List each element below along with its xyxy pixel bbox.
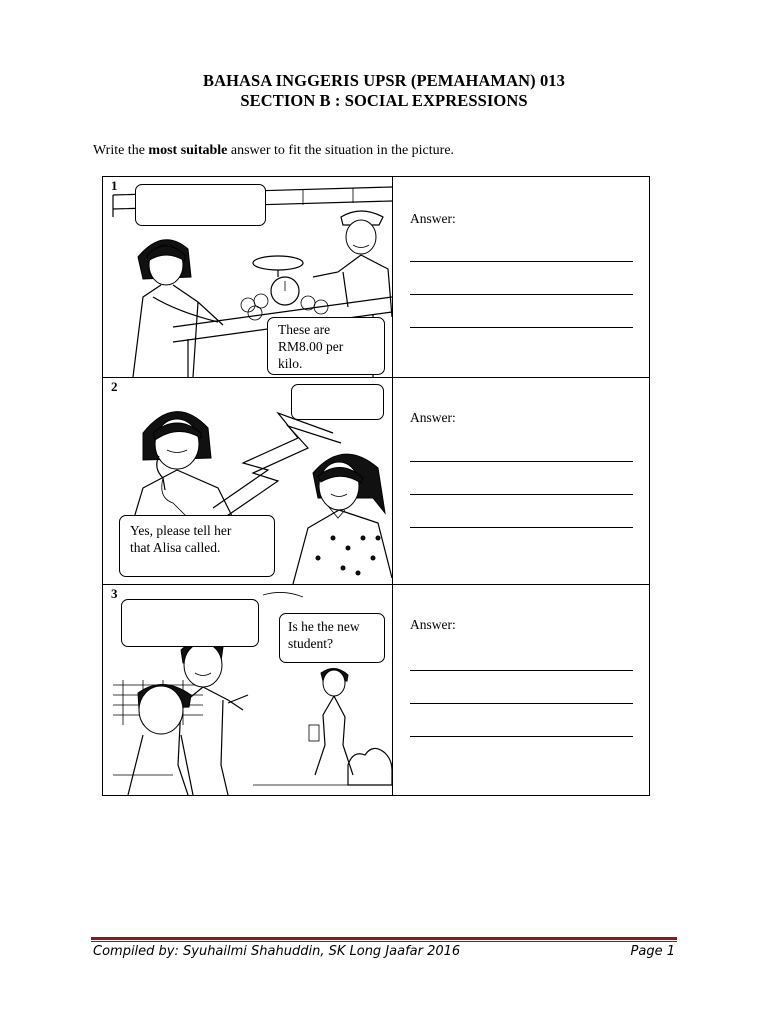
answer-cell-1 bbox=[393, 177, 649, 377]
footer-rule bbox=[91, 937, 677, 943]
page-title: BAHASA INGGERIS UPSR (PEMAHAMAN) 013 bbox=[202, 71, 566, 90]
empty-speech-bubble-3 bbox=[121, 599, 259, 647]
speech-bubble-2 bbox=[119, 515, 275, 577]
answer-line[interactable] bbox=[410, 494, 633, 495]
question-row-1 bbox=[103, 177, 649, 378]
footer-rule-thick bbox=[91, 937, 677, 940]
speech-line: student? bbox=[288, 636, 333, 651]
page-number: Page 1 bbox=[630, 944, 675, 959]
picture-cell-3 bbox=[103, 585, 393, 795]
answer-label: Answer: bbox=[410, 410, 456, 425]
answer-label: Answer: bbox=[410, 211, 456, 226]
question-number-2: 2 bbox=[111, 379, 118, 394]
footer-rule-thin bbox=[91, 941, 677, 942]
footer-credit: Compiled by: Syuhailmi Shahuddin, SK Long Jaafar 2016 bbox=[93, 944, 461, 959]
empty-speech-bubble-1 bbox=[135, 184, 266, 226]
section-title: SECTION B : SOCIAL EXPRESSIONS bbox=[240, 91, 528, 110]
answer-line[interactable] bbox=[410, 736, 633, 737]
answer-line[interactable] bbox=[410, 461, 633, 462]
speech-line: kilo. bbox=[278, 356, 303, 371]
instruction-before: Write the bbox=[93, 143, 149, 158]
speech-bubble-3 bbox=[279, 613, 385, 663]
answer-line[interactable] bbox=[410, 327, 633, 328]
speech-line: Is he the new bbox=[288, 619, 360, 634]
answer-cell-3 bbox=[393, 585, 649, 795]
question-number-1: 1 bbox=[111, 178, 118, 193]
speech-line: RM8.00 per bbox=[278, 339, 344, 354]
picture-cell-1 bbox=[103, 177, 393, 377]
answer-line[interactable] bbox=[410, 261, 633, 262]
empty-speech-bubble-2 bbox=[291, 384, 384, 420]
picture-cell-2 bbox=[103, 378, 393, 584]
speech-bubble-1 bbox=[267, 317, 385, 375]
worksheet-table bbox=[102, 176, 650, 796]
speech-line: These are bbox=[278, 322, 331, 337]
answer-line[interactable] bbox=[410, 703, 633, 704]
speech-line: Yes, please tell her bbox=[130, 523, 232, 538]
instruction-after: answer to fit the situation in the picture. bbox=[227, 143, 455, 158]
answer-cell-2 bbox=[393, 378, 649, 584]
question-row-3 bbox=[103, 585, 649, 795]
question-number-3: 3 bbox=[111, 586, 118, 601]
instruction-text bbox=[93, 143, 454, 159]
instruction-emphasis: most suitable bbox=[148, 143, 228, 158]
answer-label: Answer: bbox=[410, 617, 456, 632]
question-row-2 bbox=[103, 378, 649, 585]
speech-line: that Alisa called. bbox=[130, 540, 221, 555]
answer-line[interactable] bbox=[410, 670, 633, 671]
answer-line[interactable] bbox=[410, 294, 633, 295]
answer-line[interactable] bbox=[410, 527, 633, 528]
